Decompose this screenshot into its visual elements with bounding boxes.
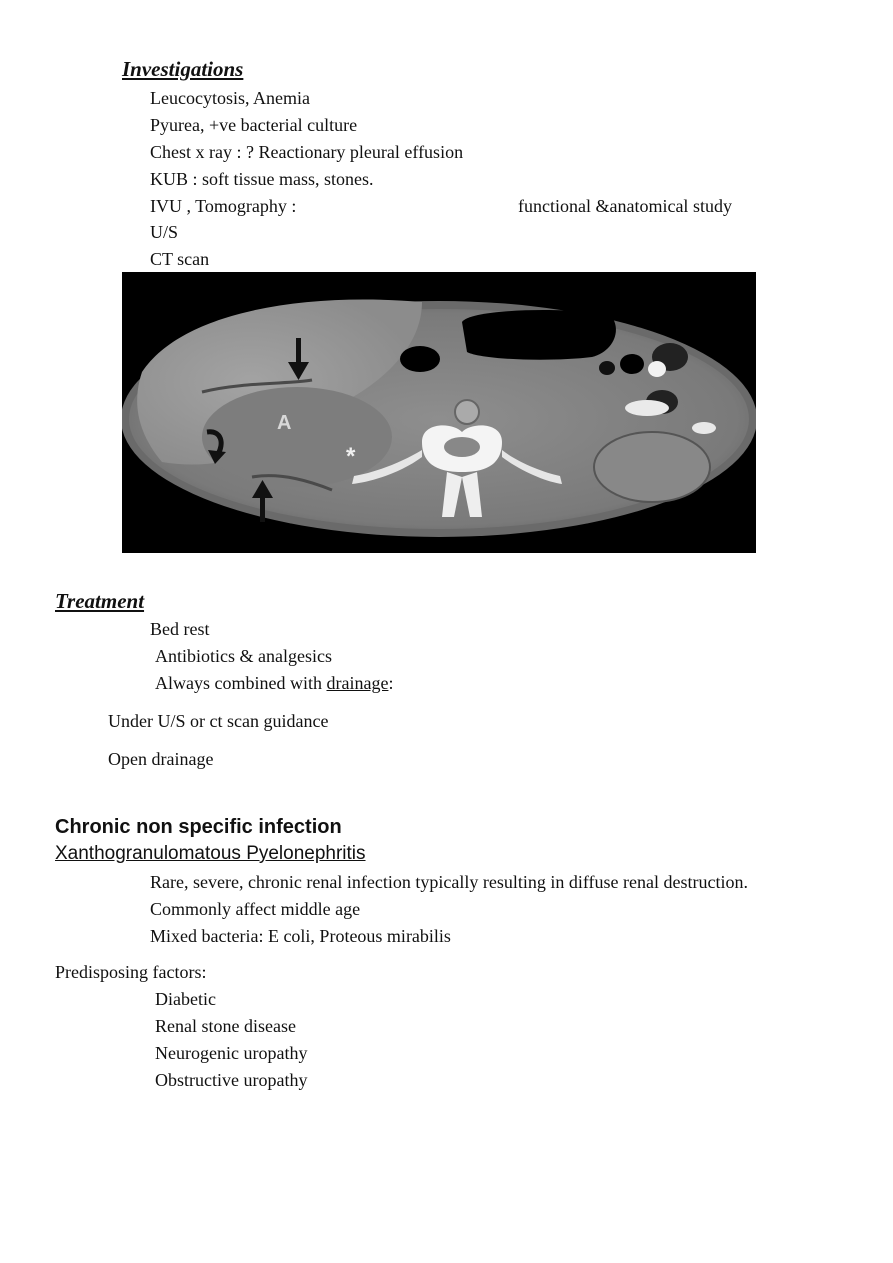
chronic-item: Rare, severe, chronic renal infection typically resulting in diffuse renal destruction. bbox=[150, 872, 748, 892]
ivu-note: functional &anatomical study bbox=[518, 196, 732, 216]
treatment-heading: Treatment bbox=[55, 589, 145, 613]
investigation-item: U/S bbox=[150, 222, 179, 242]
chronic-subtitle: Xanthogranulomatous Pyelonephritis bbox=[55, 843, 366, 864]
predisposing-factor: Diabetic bbox=[155, 989, 216, 1009]
treatment-item: Bed rest bbox=[150, 619, 210, 639]
investigation-item: KUB : soft tissue mass, stones. bbox=[150, 169, 374, 189]
drainage-option: Open drainage bbox=[108, 749, 214, 769]
predisposing-label: Predisposing factors: bbox=[55, 962, 207, 982]
chronic-item: Commonly affect middle age bbox=[150, 899, 361, 919]
left-kidney bbox=[594, 432, 710, 502]
ct-scan-image bbox=[122, 272, 756, 553]
predisposing-factor: Neurogenic uropathy bbox=[155, 1043, 308, 1063]
abscess-region bbox=[202, 387, 392, 487]
treatment-item: Antibiotics & analgesics bbox=[155, 646, 332, 666]
ct-scan-drawing bbox=[122, 272, 756, 553]
drainage-word: drainage bbox=[326, 673, 389, 693]
predisposing-factor: Obstructive uropathy bbox=[155, 1070, 308, 1090]
investigation-item: IVU , Tomography : bbox=[150, 196, 297, 216]
investigation-item: Leucocytosis, Anemia bbox=[150, 88, 310, 108]
chronic-item: Mixed bacteria: E coli, Proteous mirabilis bbox=[150, 926, 451, 946]
ct-label-star: * bbox=[346, 443, 356, 470]
investigations-heading: Investigations bbox=[122, 57, 244, 81]
investigation-item: Chest x ray : ? Reactionary pleural effusion bbox=[150, 142, 464, 162]
drainage-suffix: : bbox=[388, 673, 394, 693]
chronic-title: Chronic non specific infection bbox=[55, 816, 342, 838]
drainage-option: Under U/S or ct scan guidance bbox=[108, 711, 329, 731]
investigation-item: Pyurea, +ve bacterial culture bbox=[150, 115, 358, 135]
treatment-drainage-line bbox=[155, 672, 393, 694]
investigation-item: CT scan bbox=[150, 249, 210, 269]
predisposing-factor: Renal stone disease bbox=[155, 1016, 296, 1036]
ct-label-a: A bbox=[277, 412, 292, 434]
bowel-gas bbox=[462, 310, 616, 360]
drainage-prefix: Always combined with bbox=[155, 673, 327, 693]
